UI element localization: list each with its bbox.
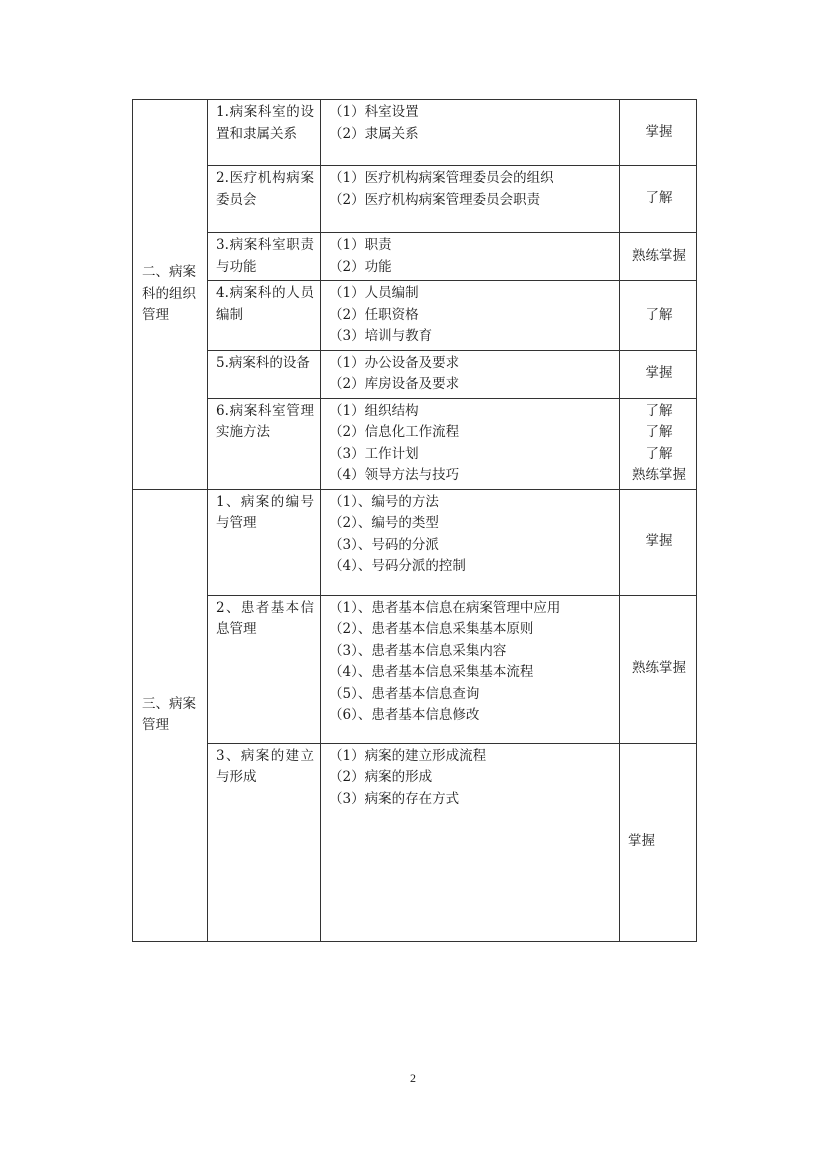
syllabus-table [132,99,697,942]
content-line: （1）组织结构 [329,402,419,419]
level-line: 了解 [645,445,673,462]
topic-cell: 1.病案科室的设置和隶属关系 [208,100,321,166]
requirement-level: 了解 [620,281,697,351]
level-line: 熟练掌握 [632,467,686,483]
section-title: 三、病案管理 [133,489,208,941]
requirement-level: 熟练掌握 [620,595,697,743]
content-line: （2）病案的形成 [329,769,433,785]
page-number: 2 [410,1071,416,1085]
table-row [133,489,697,595]
content-line: （4）、号码分派的控制 [329,558,466,574]
content-cell [321,233,620,281]
topic-cell: 2、患者基本信息管理 [208,595,321,743]
level-line: 了解 [645,402,673,419]
content-line: （2）、患者基本信息采集基本原则 [329,621,534,637]
content-line: （1）人员编制 [329,285,419,301]
topic-cell: 4.病案科的人员编制 [208,281,321,351]
requirement-level: 掌握 [620,350,697,398]
content-line: （2）库房设备及要求 [329,376,460,392]
topic-cell: 2.医疗机构病案委员会 [208,166,321,233]
table-row [133,595,697,743]
section-title: 二、病案科的组织管理 [133,100,208,490]
content-line: （1）办公设备及要求 [329,354,460,371]
level-line: 了解 [645,424,673,440]
requirement-level: 了解 [620,166,697,233]
content-cell [321,595,620,743]
content-line: （3）、号码的分派 [329,536,439,553]
requirement-level: 掌握 [620,100,697,166]
content-line: （2）信息化工作流程 [329,424,460,440]
requirement-level: 掌握 [620,489,697,595]
content-cell [321,350,620,398]
content-line: （4）领导方法与技巧 [329,467,460,483]
content-line: （1）、患者基本信息在病案管理中应用 [329,599,561,616]
content-cell [321,489,620,595]
requirement-level: 掌握 [620,743,697,941]
content-line: （3）培训与教育 [329,328,433,344]
table-row [133,743,697,941]
topic-cell: 6.病案科室管理实施方法 [208,398,321,489]
content-line: （1）科室设置 [329,104,419,120]
requirement-level [620,398,697,489]
content-cell [321,743,620,941]
content-line: （2）功能 [329,258,392,275]
table-row [133,166,697,233]
topic-cell: 3、病案的建立与形成 [208,743,321,941]
content-line: （5）、患者基本信息查询 [329,685,480,702]
topic-cell: 5.病案科的设备 [208,350,321,398]
content-line: （6）、患者基本信息修改 [329,707,480,723]
content-line: （1）职责 [329,237,392,253]
content-line: （4）、患者基本信息采集基本流程 [329,664,534,680]
topic-cell: 1、病案的编号与管理 [208,489,321,595]
content-line: （2）医疗机构病案管理委员会职责 [329,191,541,208]
content-line: （1）病案的建立形成流程 [329,747,487,764]
content-cell [321,281,620,351]
content-cell [321,100,620,166]
table-row [133,398,697,489]
content-line: （2）任职资格 [329,306,419,323]
table-row [133,233,697,281]
content-cell [321,166,620,233]
content-line: （3）工作计划 [329,445,419,462]
content-line: （3）、患者基本信息采集内容 [329,642,507,659]
content-line: （2）隶属关系 [329,125,419,142]
table-row [133,281,697,351]
table-row [133,350,697,398]
content-line: （2）、编号的类型 [329,515,439,531]
requirement-level: 熟练掌握 [620,233,697,281]
content-line: （1）医疗机构病案管理委员会的组织 [329,170,554,186]
content-cell [321,398,620,489]
table-row [133,100,697,166]
content-line: （3）病案的存在方式 [329,790,460,807]
content-line: （1）、编号的方法 [329,493,439,510]
topic-cell: 3.病案科室职责与功能 [208,233,321,281]
